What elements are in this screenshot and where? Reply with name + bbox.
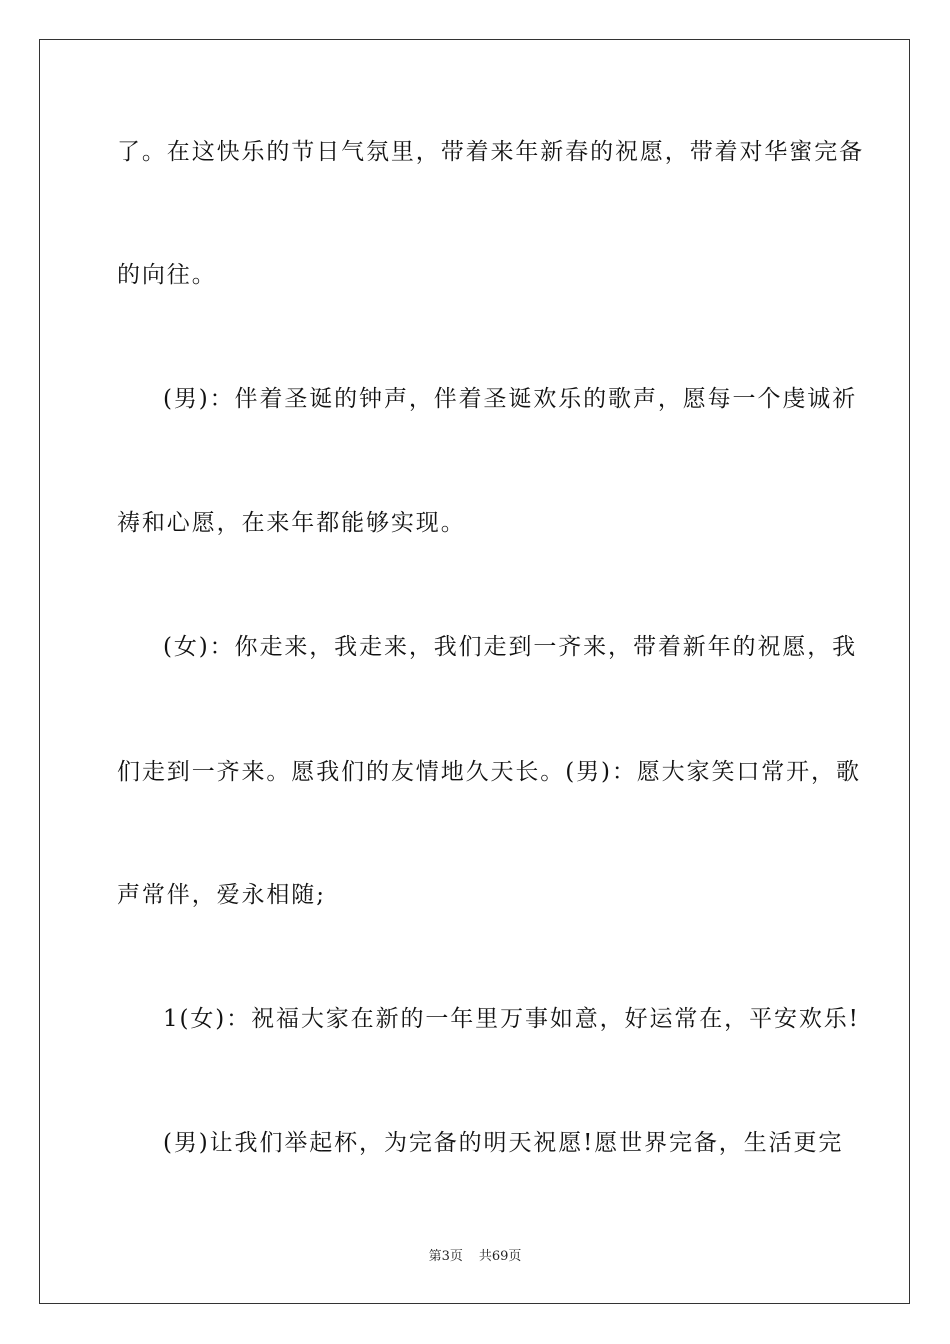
text-line: 的向往。 [117, 262, 217, 288]
text-line: 了。在这快乐的节日气氛里，带着来年新春的祝愿，带着对华蜜完备 [117, 139, 864, 165]
page-total: 共69页 [478, 1249, 522, 1264]
text-line: (男)：伴着圣诞的钟声，伴着圣诞欢乐的歌声，愿每一个虔诚祈 [163, 386, 858, 412]
text-line: 声常伴，爱永相随; [117, 882, 326, 908]
page-frame [39, 39, 910, 1304]
text-line: 祷和心愿，在来年都能够实现。 [117, 510, 466, 536]
text-line: (男)让我们举起杯，为完备的明天祝愿!愿世界完备，生活更完 [163, 1130, 844, 1156]
text-line: 1(女)：祝福大家在新的一年里万事如意，好运常在，平安欢乐! [163, 1006, 860, 1032]
text-line: 们走到一齐来。愿我们的友情地久天长。(男)：愿大家笑口常开，歌 [117, 759, 861, 785]
page-number: 第3页 [428, 1249, 463, 1264]
page-footer [0, 1248, 950, 1266]
text-line: (女)：你走来，我走来，我们走到一齐来，带着新年的祝愿，我 [163, 634, 858, 660]
